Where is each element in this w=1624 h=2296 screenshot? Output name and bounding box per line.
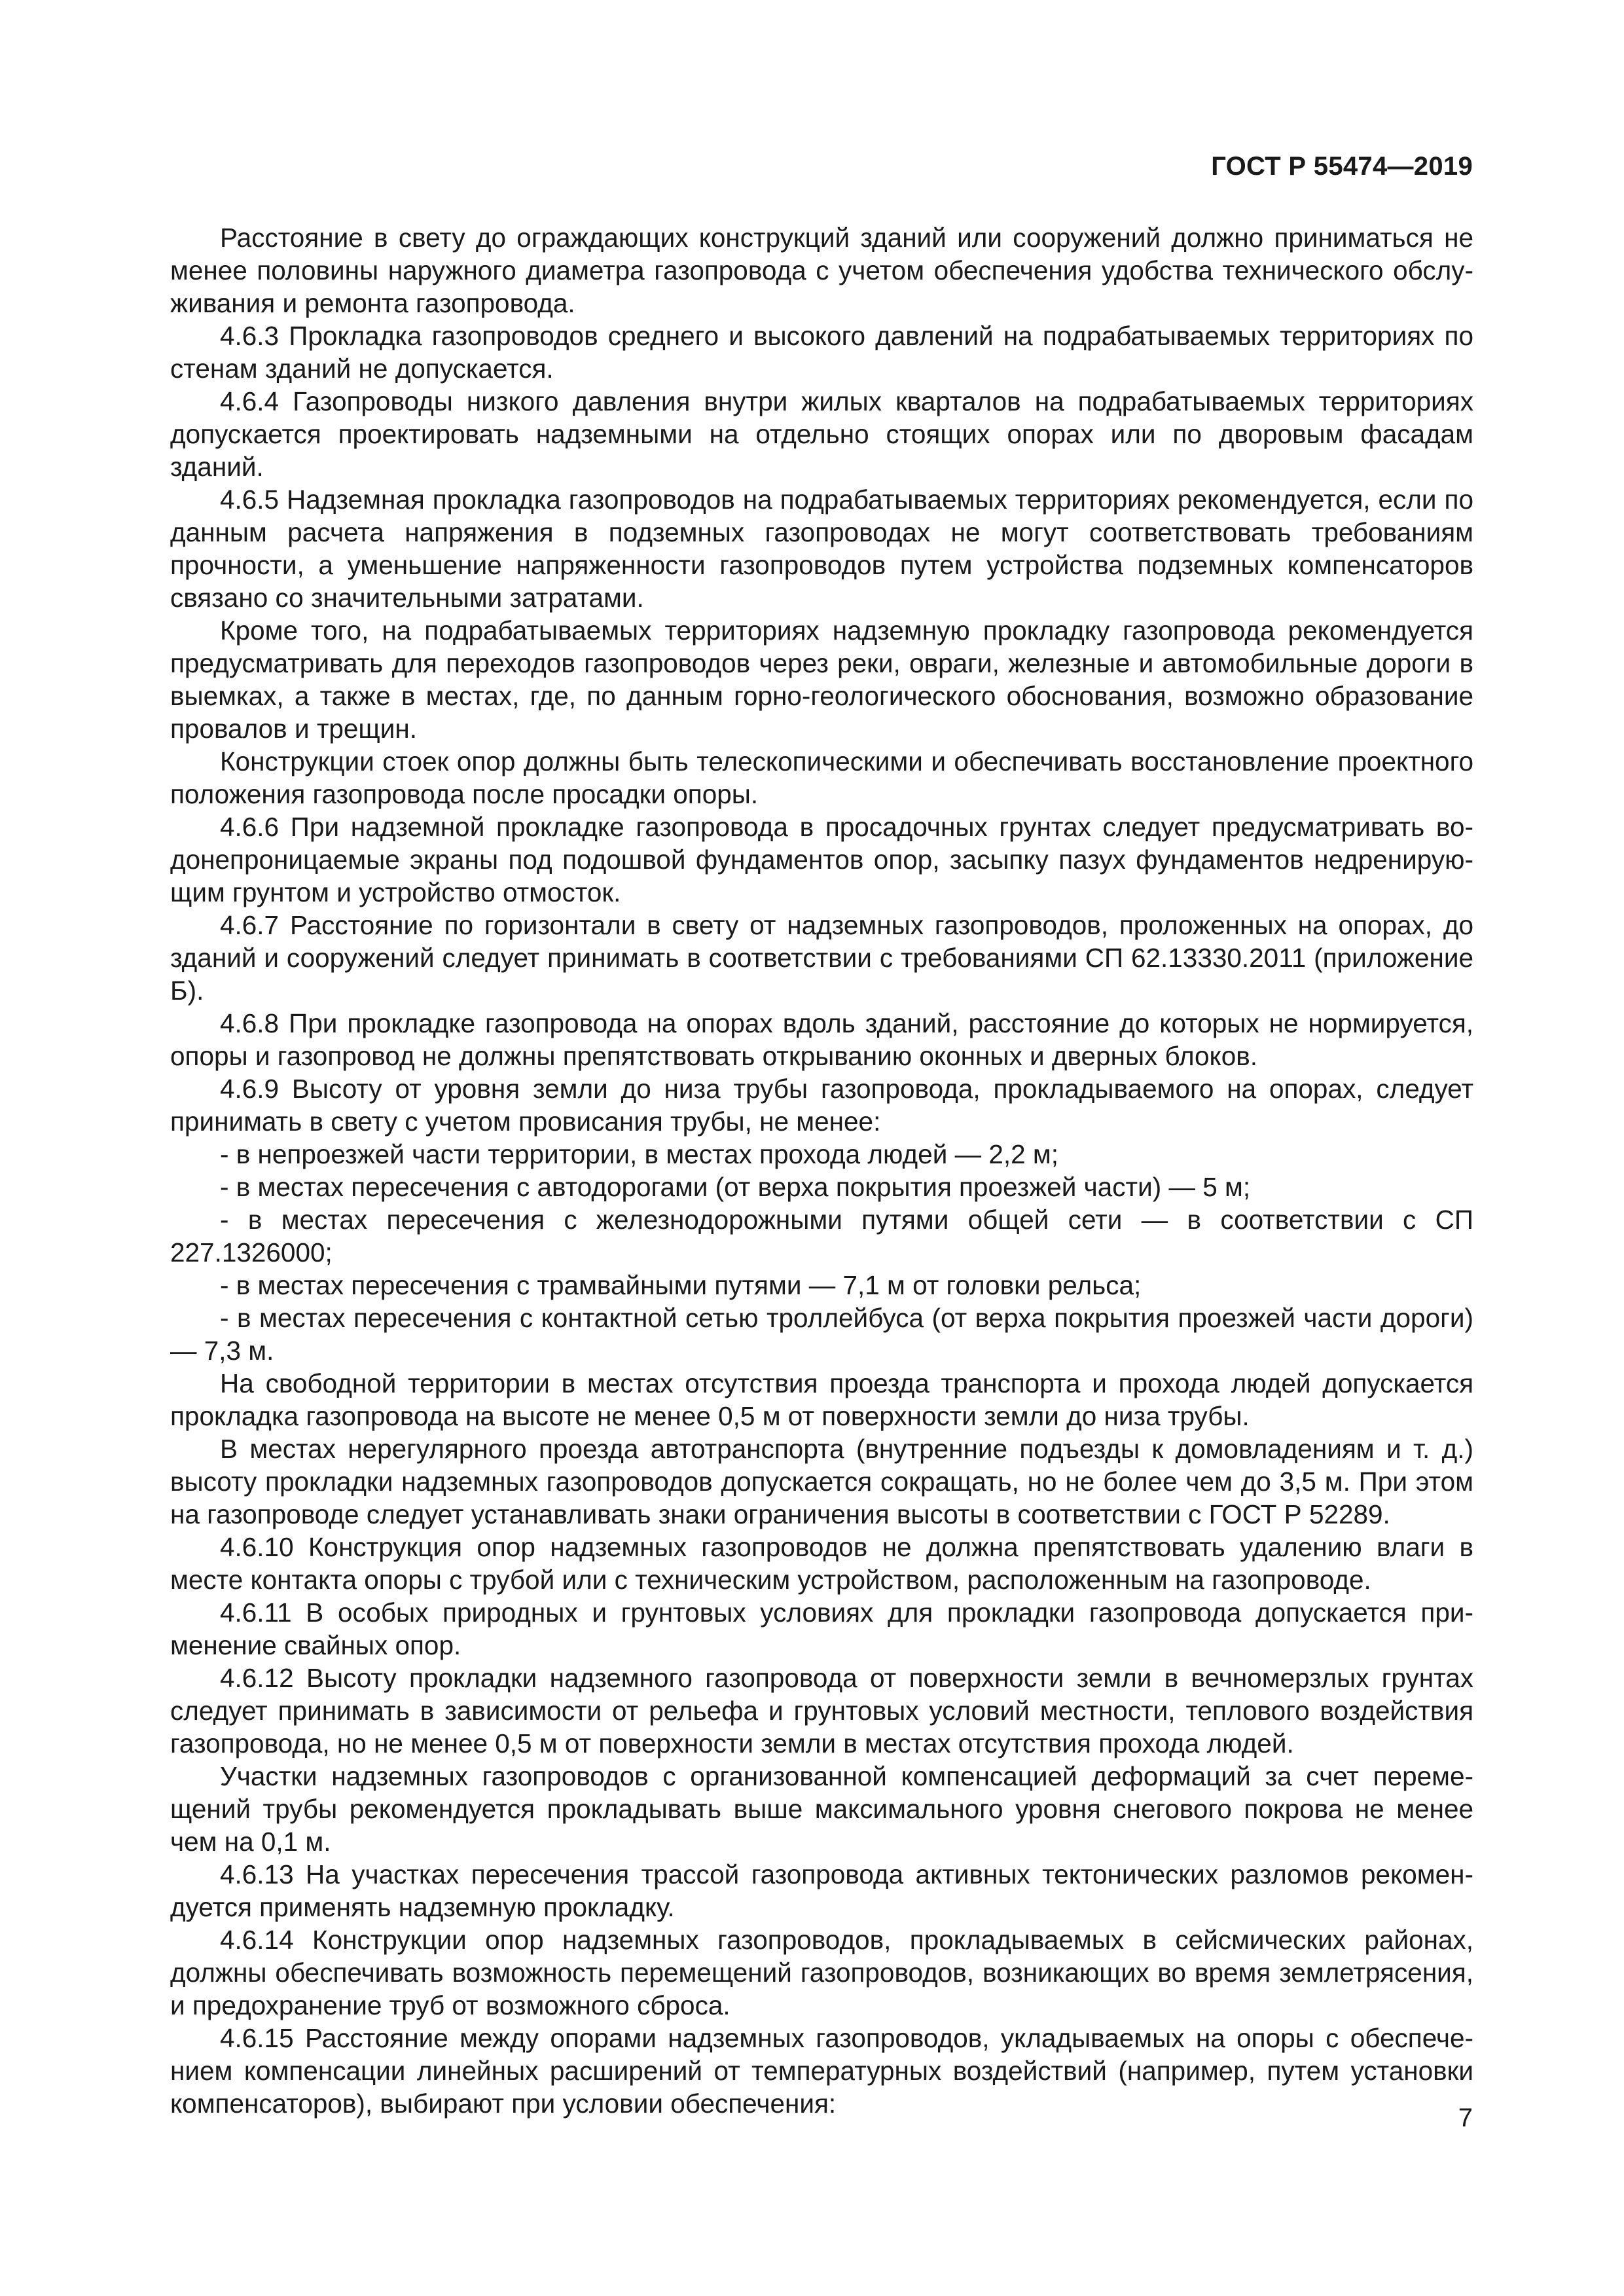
paragraph: 4.6.10 Конструкция опор надземных газопроводов не должна препятствовать удалению влаги в месте контакта опоры с трубой или с техническим устройством, расположенным на газопроводе. bbox=[170, 1532, 1473, 1595]
paragraph: В местах нерегулярного проезда автотранспорта (внутренние подъезды к домовладениям и т. д.) высоту прокладки надземных газопроводов допускается сокращать, но не более чем до 3,5 м. При этом на газопроводе следует устанавливать знаки ограничения высоты в соответствии с ГОСТ Р 52289. bbox=[170, 1434, 1473, 1529]
paragraph: 4.6.13 На участках пересечения трассой газопровода активных тектонических разломов рекомендуется применять надземную прокладку. bbox=[170, 1859, 1473, 1922]
paragraph: 4.6.4 Газопроводы низкого давления внутри жилых кварталов на подрабатываемых территориях допускается проектировать надземными на отдельно стоящих опорах или по дворовым фасадам зданий. bbox=[170, 386, 1473, 482]
page-number: 7 bbox=[1458, 2104, 1473, 2132]
paragraph: Расстояние в свету до ограждающих конструкций зданий или сооружений должно приниматься не менее половины наружного диаметра газопровода с учетом обеспечения удобства технического обслуживания и ремонта газопровода. bbox=[170, 223, 1473, 318]
paragraph: 4.6.8 При прокладке газопровода на опорах вдоль зданий, расстояние до которых не нормируется, опоры и газопровод не должны препятствовать открыванию оконных и дверных блоков. bbox=[170, 1008, 1473, 1071]
document-header-standard: ГОСТ Р 55474—2019 bbox=[1211, 152, 1473, 181]
paragraph: 4.6.9 Высоту от уровня земли до низа трубы газопровода, прокладываемого на опорах, следует принимать в свету с учетом провисания трубы, не менее: bbox=[170, 1074, 1473, 1137]
paragraph: 4.6.6 При надземной прокладке газопровода в просадочных грунтах следует предусматривать водонепроницаемые экраны под подошвой фундаментов опор, засыпку пазух фундаментов недренирующим грунтом и устройство отмосток. bbox=[170, 812, 1473, 907]
paragraph: Конструкции стоек опор должны быть телескопическими и обеспечивать восстановление проектного положения газопровода после просадки опоры. bbox=[170, 746, 1473, 809]
paragraph: 4.6.5 Надземная прокладка газопроводов на подрабатываемых территориях рекомендуется, если по данным расчета напряжения в подземных газопроводах не могут соответствовать требованиям прочности, а уменьшение напряженности газопроводов путем устройства подземных компенсаторов связано со значительными затратами. bbox=[170, 484, 1473, 613]
paragraph: На свободной территории в местах отсутствия проезда транспорта и прохода людей допускается прокладка газопровода на высоте не менее 0,5 м от поверхности земли до низа трубы. bbox=[170, 1368, 1473, 1431]
paragraph: 4.6.3 Прокладка газопроводов среднего и высокого давлений на подрабатываемых территориях по стенам зданий не допускается. bbox=[170, 321, 1473, 384]
paragraph: 4.6.14 Конструкции опор надземных газопроводов, прокладываемых в сейсмических районах, должны обеспечивать возможность перемещений газопроводов, возникающих во время землетрясения, и предохранение труб от возможного сброса. bbox=[170, 1925, 1473, 2020]
paragraph: 4.6.15 Расстояние между опорами надземных газопроводов, укладываемых на опоры с обеспечением компенсации линейных расширений от температурных воздействий (например, путем установки компенсаторов), выбирают при условии обеспечения: bbox=[170, 2023, 1473, 2119]
list-item: - в непроезжей части территории, в местах прохода людей — 2,2 м; bbox=[220, 1139, 1058, 1169]
list-item: - в местах пересечения с железнодорожными путями общей сети — в соответствии с СП 227.1326000; bbox=[170, 1205, 1473, 1267]
body-text bbox=[170, 221, 1473, 2120]
paragraph: Кроме того, на подрабатываемых территориях надземную прокладку газопровода рекомендуется предусматривать для переходов газопроводов через реки, овраги, железные и автомобильные дороги в выемках, а также в местах, где, по данным горно-геологического обоснования, возможно образование провалов и трещин. bbox=[170, 615, 1473, 744]
paragraph: 4.6.11 В особых природных и грунтовых условиях для прокладки газопровода допускается применение свайных опор. bbox=[170, 1597, 1473, 1660]
list-item: - в местах пересечения с автодорогами (от верха покрытия проезжей части) — 5 м; bbox=[220, 1172, 1251, 1202]
paragraph: 4.6.12 Высоту прокладки надземного газопровода от поверхности земли в вечномерзлых грунтах следует принимать в зависимости от рельефа и грунтовых условий местности, теплового воздействия газопровода, но не менее 0,5 м от поверхности земли в местах отсутствия прохода людей. bbox=[170, 1663, 1473, 1758]
paragraph: Участки надземных газопроводов с организованной компенсацией деформаций за счет перемещений трубы рекомендуется прокладывать выше максимального уровня снегового покрова не менее чем на 0,1 м. bbox=[170, 1761, 1473, 1857]
list-item: - в местах пересечения с трамвайными путями — 7,1 м от головки рельса; bbox=[220, 1270, 1142, 1300]
paragraph: 4.6.7 Расстояние по горизонтали в свету от надземных газопроводов, проложенных на опорах, до зданий и сооружений следует принимать в соответствии с требованиями СП 62.13330.2011 (приложение Б). bbox=[170, 910, 1473, 1006]
list-item: - в местах пересечения с контактной сетью троллейбуса (от верха покрытия проезжей части дороги) — 7,3 м. bbox=[170, 1303, 1473, 1366]
